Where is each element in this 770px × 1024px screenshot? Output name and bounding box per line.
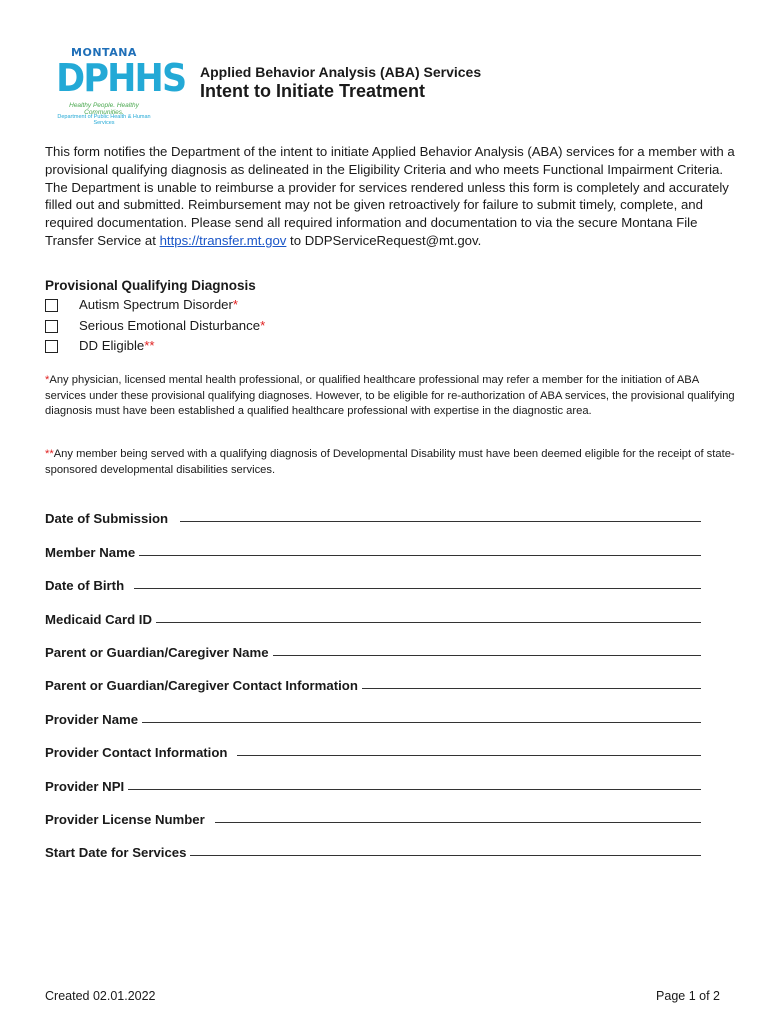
field-label: Member Name xyxy=(45,544,136,560)
provider-npi-input[interactable] xyxy=(128,788,701,790)
transfer-link[interactable]: https://transfer.mt.gov xyxy=(159,232,287,248)
field-label: Parent or Guardian/Caregiver Contact Information xyxy=(45,678,358,694)
provider-license-input[interactable] xyxy=(215,821,701,823)
field-guardian-name[interactable] xyxy=(45,627,701,660)
date-of-submission-input[interactable] xyxy=(180,520,701,522)
form-title: Intent to Initiate Treatment xyxy=(200,81,426,101)
field-provider-name[interactable] xyxy=(45,693,701,726)
guardian-name-input[interactable] xyxy=(273,654,701,656)
diagnosis-section-title: Provisional Qualifying Diagnosis xyxy=(45,278,256,293)
field-label: Date of Submission xyxy=(45,511,169,527)
field-label: Provider License Number xyxy=(45,811,205,827)
field-label: Medicaid Card ID xyxy=(45,611,152,627)
date-of-birth-input[interactable] xyxy=(134,587,701,589)
field-guardian-contact[interactable] xyxy=(45,660,701,693)
field-start-date[interactable] xyxy=(45,827,701,860)
field-label: Provider Contact Information xyxy=(45,745,228,761)
diagnosis-option-label: Serious Emotional Disturbance* xyxy=(79,317,266,333)
intro-paragraph xyxy=(45,143,735,250)
dd-checkbox[interactable] xyxy=(45,340,58,353)
created-date: Created 02.01.2022 xyxy=(45,989,156,1003)
asterisk-marker: ** xyxy=(144,338,155,353)
provider-contact-input[interactable] xyxy=(237,754,701,756)
dphhs-logo xyxy=(52,46,186,126)
field-date-of-submission[interactable] xyxy=(45,493,701,526)
diagnosis-option-label: DD Eligible** xyxy=(79,338,155,353)
field-member-name[interactable] xyxy=(45,526,701,559)
logo-state-text: MONTANA xyxy=(71,46,137,59)
logo-subtagline: Department of Public Health & Human Services xyxy=(57,114,151,126)
asterisk-marker: * xyxy=(260,317,266,333)
intro-text: This form notifies the Department of the intent to initiate Applied Behavior Analysis (ABA) services for a member with a provisional qualifying diagnosis as delineated in the Eligibility Criteria and who meets Functional Impairment Criteria. The Department is unable to reimburse a provider for services rendered unless this form is completely and accurately filled out and submitted. Reimbursement may not be given retroactively for failure to submit timely, complete, and required documentation. Please send all required information and documentation to via the secure Montana File Transfer Service at xyxy=(45,144,735,248)
field-label: Start Date for Services xyxy=(45,845,187,861)
provider-name-input[interactable] xyxy=(142,721,701,723)
footnote-single-asterisk: *Any physician, licensed mental health professional, or qualified healthcare professional may refer a member for the initiation of ABA services under these provisional qualifying diagnoses. However, to be eligible for re-authorization of ABA services, the provisional qualifying diagnosis must have been established a qualified healthcare professional with expertise in the diagnostic area. xyxy=(45,374,735,417)
field-provider-npi[interactable] xyxy=(45,760,701,793)
diagnosis-option-label: Autism Spectrum Disorder* xyxy=(79,297,239,312)
field-provider-contact[interactable] xyxy=(45,727,701,760)
field-label: Provider Name xyxy=(45,711,139,727)
field-date-of-birth[interactable] xyxy=(45,560,701,593)
page-number: Page 1 of 2 xyxy=(656,989,720,1003)
sed-checkbox[interactable] xyxy=(45,320,58,333)
field-provider-license[interactable] xyxy=(45,794,701,827)
logo-tagline: Healthy People. Healthy Communities. xyxy=(69,102,139,116)
field-label: Parent or Guardian/Caregiver Name xyxy=(45,644,269,660)
footnote-double-asterisk: **Any member being served with a qualifying diagnosis of Developmental Disability must have been deemed eligible for the receipt of state-sponsored developmental disabilities services. xyxy=(45,448,735,476)
field-label: Date of Birth xyxy=(45,578,125,594)
member-name-input[interactable] xyxy=(139,554,701,556)
start-date-input[interactable] xyxy=(190,854,701,856)
asterisk-marker: * xyxy=(232,297,239,312)
field-medicaid-card-id[interactable] xyxy=(45,593,701,626)
form-subtitle: Applied Behavior Analysis (ABA) Services xyxy=(200,64,482,80)
form-fields xyxy=(45,493,701,860)
field-label: Provider NPI xyxy=(45,778,125,794)
guardian-contact-input[interactable] xyxy=(362,687,701,689)
autism-checkbox[interactable] xyxy=(45,299,58,312)
medicaid-card-id-input[interactable] xyxy=(156,621,701,623)
intro-text-end: to DDPServiceRequest@mt.gov. xyxy=(286,232,482,248)
logo-main-text: DPHHS xyxy=(56,56,186,100)
